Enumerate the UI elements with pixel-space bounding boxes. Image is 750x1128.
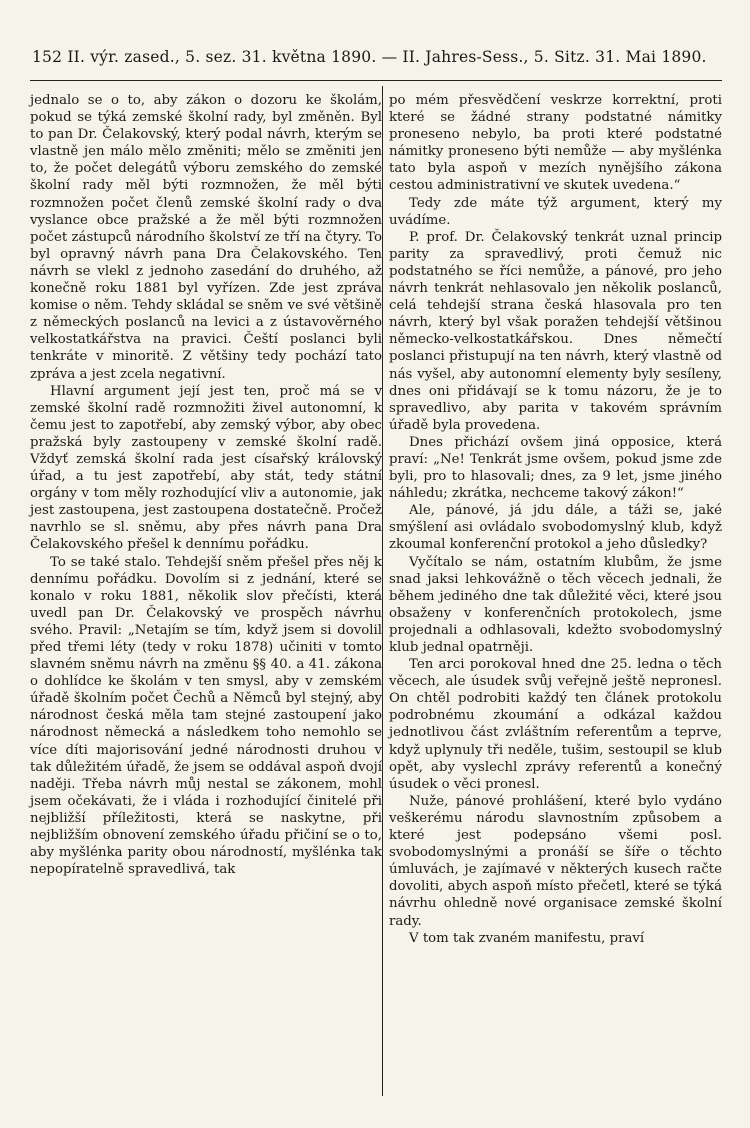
paragraph: Tedy zde máte týž argument, který my uvádíme. <box>389 195 722 228</box>
paragraph: jednalo se o to, aby zákon o dozoru ke školám, pokud se týká zemské školní rady, byl změněn. Byl to pan Dr. Čelakovský, který podal návrh, kterým se vlastně jen málo mělo změniti; mělo se změniti jen to, že počet delegátů výboru zemského do zemské školní rady měl býti rozmnožen, že měl býti rozmnožen počet členů zemské školní rady o dva vyslance obce pražské a že měl býti rozmnožen počet zástupců národního školství ze tří na čtyry. To byl opravný návrh pana Dra Čelakovského. Ten návrh se vlekl z jednoho zasedání do druhého, až konečně roku 1881 byl vyřízen. Zde jest zpráva komise o něm. Tehdy skládal se sněm ve své většině z německých poslanců na levici a z ústavověrného velkostatkářstva na pravici. Čeští poslanci byli tenkráte v minoritě. Z většiny tedy pochází tato zpráva a jest zcela negativní. <box>30 93 382 382</box>
left-column <box>30 92 382 878</box>
paragraph: Ten arci porokoval hned dne 25. ledna o těch věcech, ale úsudek svůj veřejně ještě nepronesl. On chtěl podrobiti každý ten článek protokolu podrobnému zkoumání a odkázal každou jednotlivou část zvláštním referentům a teprve, když uplynuly tři neděle, tušim, sestoupil se klub opět, aby vyslechl zprávy referentů a konečný úsudek o věci pronesl. <box>389 657 722 792</box>
paragraph: V tom tak zvaném manifestu, praví <box>409 930 645 946</box>
paragraph: P. prof. Dr. Čelakovský tenkrát uznal princip parity za spravedlivý, proti čemuž nic podstatného se říci nemůže, a pánové, pro jeho návrh tenkrát nehlasovalo jen několik poslanců, celá tehdejší strana česká hlasovala pro ten návrh, který byl však poražen tehdejší většinou německo-velkostatkářskou. Dnes němečtí poslanci přistupují na ten návrh, který vlastně od nás vyšel, aby autonomní elementy byly sesíleny, dnes oni přidávají se k tomu názoru, že je to spravedlivo, aby parita v takovém správním úřadě byla provedena. <box>389 229 722 433</box>
right-column <box>389 92 722 947</box>
paragraph: To se také stalo. Tehdejší sněm přešel přes něj k dennímu pořádku. Dovolím si z jednání, které se konalo v roku 1881, několik slov přečísti, která uvedl pan Dr. Čelakovský ve prospěch návrhu svého. Pravil: „Netajím se tím, když jsem si dovolil před třemi léty (tedy v roku 1878) učiniti v tomto slavném sněmu návrh na změnu §§ 40. a 41. zákona o dohlídce ke školám v ten smysl, aby v zemském úřadě školním počet Čechů a Němců byl stejný, aby národnost česká měla tam stejné zastoupení jako národnost německá a následkem toho nemohlo se více díti majorisování jedné národnosti druhou v tak důležitém úřadě, že jsem se oddával aspoň dvojí naději. Třeba návrh můj nestal se zákonem, mohl jsem očekávati, že i vláda i rozhodující činitelé při nejbližší příležitosti, která se naskytne, při nejbližším obnovení zemského úřadu přičiní se o to, aby myšlénka parity obou národností, myšlénka tak nepopíratelně spravedlivá, tak <box>30 554 382 878</box>
paragraph: po mém přesvědčení veskrze korrektní, proti které se žádné strany podstatné námitky proneseno nebylo, ba proti které podstatné námitky proneseno býti nemůže — aby myšlénka tato byla aspoň v mezích nynějšího zákona cestou administrativní ve skutek uvedena.“ <box>389 93 722 194</box>
paragraph: Nuže, pánové prohlášení, které bylo vydáno veškerému národu slavnostním způsobem a které jest podepsáno všemi posl. svobodomyslnými a pronáší se šíře o těchto úmluvách, je zajímavé v některých kusech račte dovoliti, abych aspoň místo přečetl, které se týká návrhu ohledně nové organisace zemské školní rady. <box>389 793 722 929</box>
running-title: II. výr. zased., 5. sez. 31. května 1890. — II. Jahres-Sess., 5. Sitz. 31. Mai 1890. <box>67 48 707 66</box>
page-number: 152 <box>32 48 63 66</box>
running-header <box>32 48 722 66</box>
paragraph: Dnes přichází ovšem jiná opposice, která praví: „Ne! Tenkrát jsme ovšem, pokud jsme zde byli, pro to hlasovali; dnes, za 9 let, jsme jiného náhledu; zkrátka, nechceme takový zákon!“ <box>389 434 722 502</box>
paragraph: Ale, pánové, já jdu dále, a táži se, jaké smýšlení asi ovládalo svobodomyslný klub, když zkoumal konferenční protokol a jeho důsledky? <box>389 503 722 553</box>
paragraph: Hlavní argument její jest ten, proč má se v zemské školní radě rozmnožiti živel autonomní, k čemu jest to zapotřebí, aby zemský výbor, aby obec pražská byly zastoupeny v zemské školní radě. Vždyť zemská školní rada jest císařský královský úřad, a tu jest zapotřebí, aby stát, tedy státní orgány v tom měly rozhodující vliv a autonomie, jak jest zastoupena, jest zastoupena dostatečně. Pročež navrhlo se sl. sněmu, aby přes návrh pana Dra Čelakovského přešel k dennímu pořádku. <box>30 383 382 553</box>
column-divider <box>382 86 383 1096</box>
paragraph: Vyčítalo se nám, ostatním klubům, že jsme snad jaksi lehkovážně o těch věcech jednali, že během jediného dne tak důležité věci, které jsou obsaženy v konferenčních protokolech, jsme projednali a odhlasovali, kdežto svobodomyslný klub jednal opatrněji. <box>389 554 722 655</box>
header-rule <box>30 80 722 81</box>
